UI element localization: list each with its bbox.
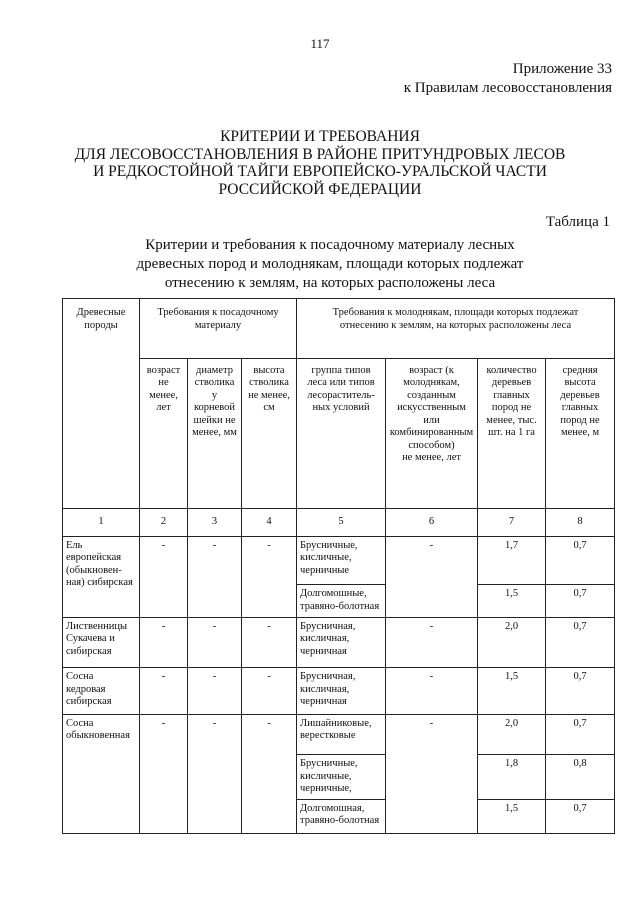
header-planting-material: Требования к посадочному материалу bbox=[140, 299, 297, 359]
appendix-rules: к Правилам лесовосстановления bbox=[403, 80, 612, 96]
average-height-cell: 0,7 bbox=[546, 536, 615, 585]
table-subtitle bbox=[110, 236, 550, 293]
column-number: 7 bbox=[478, 509, 546, 536]
age-cell: - bbox=[140, 714, 188, 833]
age-cell: - bbox=[140, 668, 188, 715]
young-age-cell: - bbox=[386, 714, 478, 833]
table-number: Таблица 1 bbox=[545, 214, 610, 230]
forest-group-cell: Долгомошная, травяно-болотная bbox=[297, 799, 386, 833]
table-row bbox=[63, 617, 615, 668]
header-average-height: средняя высота деревьев главных пород не менее, м bbox=[546, 358, 615, 509]
young-age-cell: - bbox=[386, 617, 478, 668]
age-cell: - bbox=[140, 617, 188, 668]
diameter-cell: - bbox=[188, 536, 242, 617]
young-age-cell: - bbox=[386, 668, 478, 715]
appendix-title: Приложение 33 bbox=[512, 61, 612, 77]
tree-count-cell: 1,5 bbox=[478, 799, 546, 833]
header-diameter: диаметр стволика у корневой шейки не менее, мм bbox=[188, 358, 242, 509]
heading-line-1: КРИТЕРИИ И ТРЕБОВАНИЯ bbox=[220, 128, 420, 145]
appendix-reference bbox=[404, 60, 612, 98]
column-number: 3 bbox=[188, 509, 242, 536]
column-number: 4 bbox=[242, 509, 297, 536]
species-cell: Ель европейская (обыкновен- ная) сибирская bbox=[63, 536, 140, 617]
diameter-cell: - bbox=[188, 714, 242, 833]
forest-group-cell: Лишайниковые, верестковые bbox=[297, 714, 386, 754]
forest-group-cell: Брусничные, кисличные, черничные bbox=[297, 536, 386, 585]
species-cell: Сосна обыкновенная bbox=[63, 714, 140, 833]
forest-group-cell: Брусничные, кисличные, черничные, bbox=[297, 755, 386, 799]
column-number: 1 bbox=[63, 509, 140, 536]
subtitle-line-2: древесных пород и молоднякам, площади которых подлежат bbox=[136, 256, 524, 272]
heading-line-3: И РЕДКОСТОЙНОЙ ТАЙГИ ЕВРОПЕЙСКО-УРАЛЬСКОЙ ЧАСТИ bbox=[93, 163, 547, 180]
average-height-cell: 0,7 bbox=[546, 799, 615, 833]
column-number: 5 bbox=[297, 509, 386, 536]
forest-group-cell: Брусничная, кисличная, черничная bbox=[297, 617, 386, 668]
column-number: 8 bbox=[546, 509, 615, 536]
heading-line-2: ДЛЯ ЛЕСОВОССТАНОВЛЕНИЯ В РАЙОНЕ ПРИТУНДРОВЫХ ЛЕСОВ bbox=[74, 145, 566, 163]
header-forest-group: группа типов леса или типов лесораститель- ных условий bbox=[297, 358, 386, 509]
tree-count-cell: 2,0 bbox=[478, 714, 546, 754]
age-cell: - bbox=[140, 536, 188, 617]
average-height-cell: 0,7 bbox=[546, 714, 615, 754]
subtitle-line-1: Критерии и требования к посадочному материалу лесных bbox=[145, 237, 515, 253]
header-tree-count: количество деревьев главных пород не менее, тыс. шт. на 1 га bbox=[478, 358, 546, 509]
heading-line-4: РОССИЙСКОЙ ФЕДЕРАЦИИ bbox=[218, 180, 422, 198]
diameter-cell: - bbox=[188, 617, 242, 668]
diameter-cell: - bbox=[188, 668, 242, 715]
tree-count-cell: 1,7 bbox=[478, 536, 546, 585]
forest-group-cell: Долгомошные, травяно-болотная bbox=[297, 585, 386, 617]
species-cell: Лиственницы Сукачева и сибирская bbox=[63, 617, 140, 668]
forest-group-cell: Брусничная, кисличная, черничная bbox=[297, 668, 386, 715]
header-height: высота стволика не менее, см bbox=[242, 358, 297, 509]
subtitle-line-3: отнесению к землям, на которых расположены леса bbox=[164, 275, 496, 291]
header-young-stands: Требования к молоднякам, площади которых подлежат отнесению к землям, на которых расположены леса bbox=[297, 299, 615, 359]
header-age: возраст не менее, лет bbox=[140, 358, 188, 509]
average-height-cell: 0,7 bbox=[546, 668, 615, 715]
tree-count-cell: 1,8 bbox=[478, 755, 546, 799]
table-row bbox=[63, 536, 615, 585]
height-cell: - bbox=[242, 714, 297, 833]
young-age-cell: - bbox=[386, 536, 478, 617]
average-height-cell: 0,7 bbox=[546, 617, 615, 668]
species-cell: Сосна кедровая сибирская bbox=[63, 668, 140, 715]
average-height-cell: 0,8 bbox=[546, 755, 615, 799]
column-numbers-row bbox=[63, 509, 615, 536]
tree-count-cell: 1,5 bbox=[478, 585, 546, 617]
page-number: 117 bbox=[310, 36, 330, 51]
column-number: 2 bbox=[140, 509, 188, 536]
header-young-age: возраст (к молоднякам, созданным искусственным или комбинированным способом) не менее, лет bbox=[386, 358, 478, 509]
height-cell: - bbox=[242, 617, 297, 668]
document-heading bbox=[60, 128, 580, 198]
height-cell: - bbox=[242, 668, 297, 715]
column-number: 6 bbox=[386, 509, 478, 536]
height-cell: - bbox=[242, 536, 297, 617]
table-row bbox=[63, 714, 615, 754]
header-species: Древесные породы bbox=[63, 299, 140, 509]
tree-count-cell: 1,5 bbox=[478, 668, 546, 715]
table-row bbox=[63, 668, 615, 715]
average-height-cell: 0,7 bbox=[546, 585, 615, 617]
criteria-table bbox=[62, 298, 615, 834]
tree-count-cell: 2,0 bbox=[478, 617, 546, 668]
